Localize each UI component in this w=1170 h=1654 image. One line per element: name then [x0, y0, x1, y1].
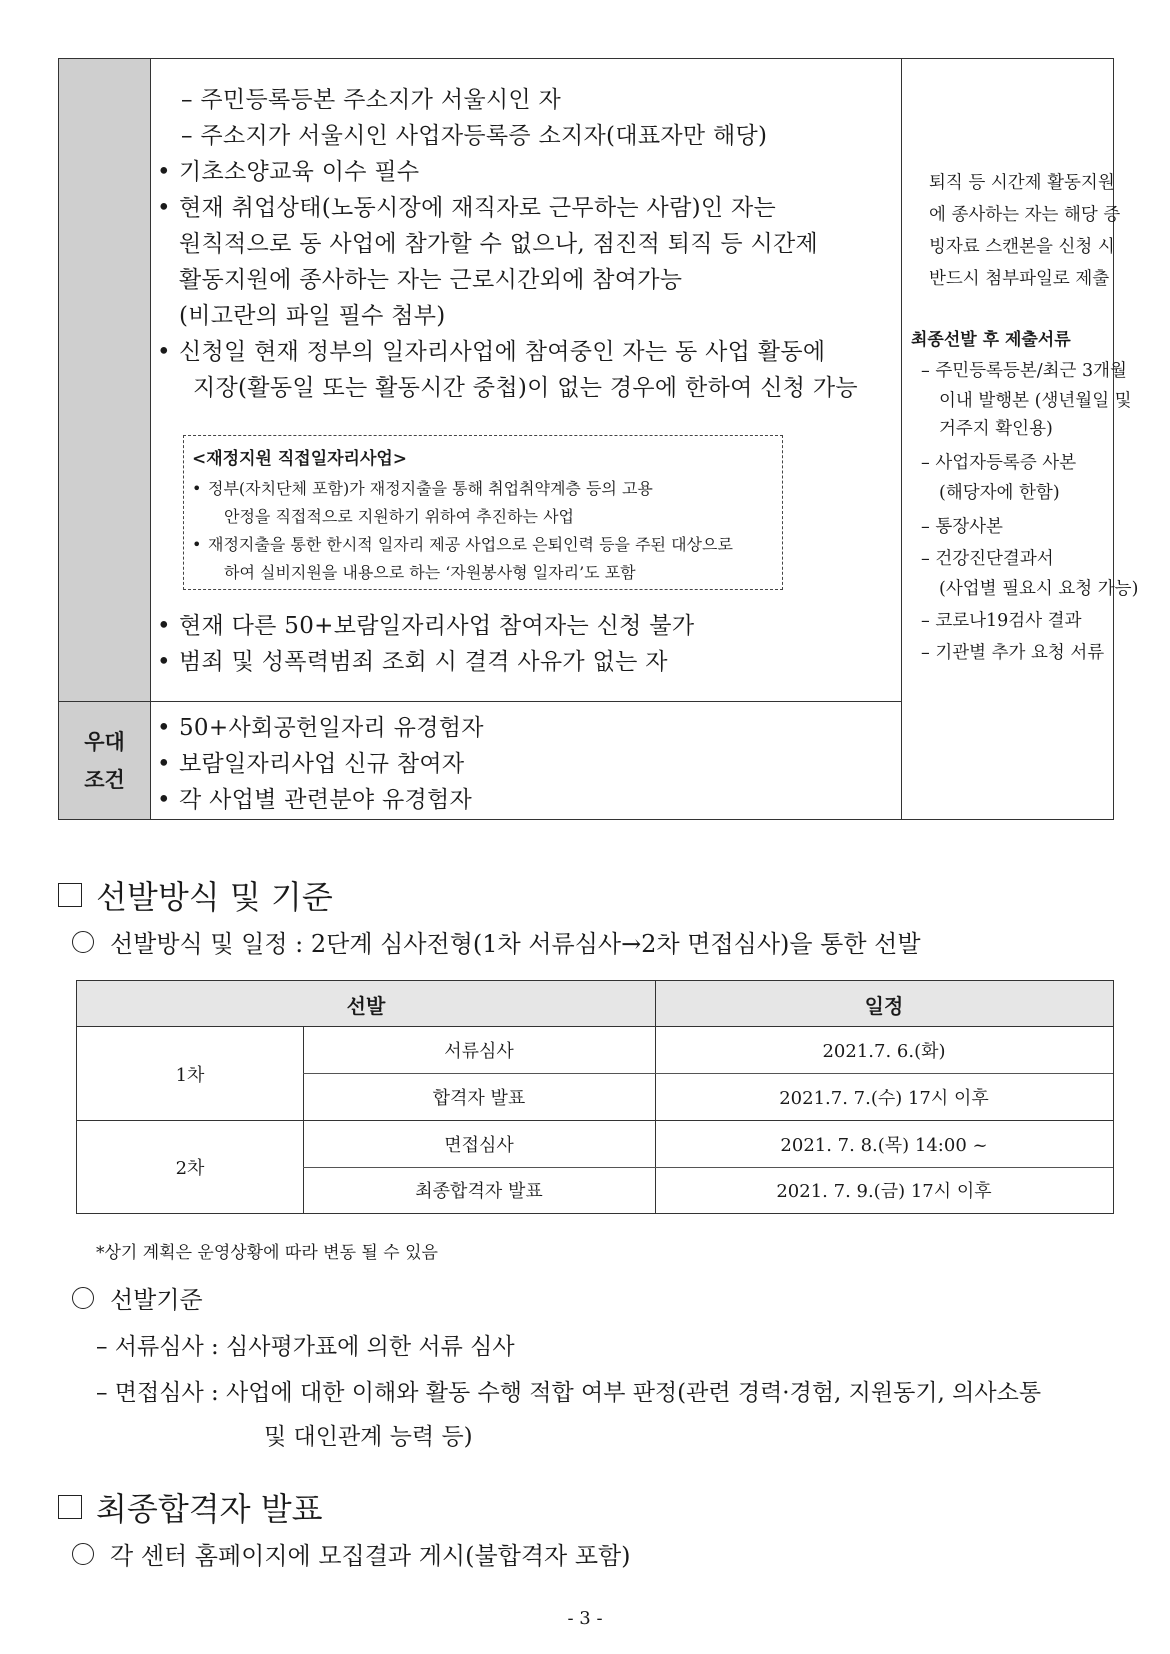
- step-cell: 합격자 발표: [432, 1087, 526, 1109]
- doc-line: – 건강진단결과서: [921, 549, 1054, 569]
- preference-item: • 각 사업별 관련분야 유경험자: [157, 787, 473, 813]
- date-cell: 2021.7. 7.(수) 17시 이후: [779, 1087, 989, 1109]
- date-cell: 2021. 7. 8.(목) 14:00 ~: [780, 1134, 988, 1156]
- square-icon: [58, 1495, 82, 1519]
- eligibility-table: [58, 58, 1139, 820]
- box-title: <재정지원 직접일자리사업>: [192, 449, 408, 469]
- direct-job-program-box: [183, 435, 783, 590]
- bullet-government-line: 지장(활동일 또는 활동시간 중첩)이 없는 경우에 한하여 신청 가능: [193, 375, 858, 401]
- criteria-title: 선발기준: [72, 1280, 203, 1315]
- bullet-government: • 신청일 현재 정부의 일자리사업에 참여중인 자는 동 사업 활동에: [157, 339, 826, 365]
- criteria-document: – 서류심사 : 심사평가표에 의한 서류 심사: [96, 1334, 515, 1360]
- schedule-note: *상기 계획은 운영상황에 따라 변동 될 수 있음: [96, 1243, 438, 1263]
- bullet-employment: • 현재 취업상태(노동시장에 재직자로 근무하는 사람)인 자는: [157, 195, 777, 221]
- remark-line: 반드시 첨부파일로 제출: [929, 269, 1110, 289]
- header-schedule: 일정: [864, 993, 904, 1018]
- preference-label-2: 조건: [84, 767, 125, 792]
- stage-1: 1차: [175, 1064, 205, 1086]
- step-cell: 면접심사: [444, 1134, 514, 1156]
- box-item: • 정부(자치단체 포함)가 재정지출을 통해 취업취약계층 등의 고용: [192, 479, 653, 498]
- doc-line: – 통장사본: [921, 517, 1003, 537]
- announcement-item: 각 센터 홈페이지에 모집결과 게시(불합격자 포함): [72, 1536, 631, 1571]
- remark-line: 에 종사하는 자는 해당 증: [929, 205, 1121, 225]
- criteria-interview-cont: 및 대인관계 능력 등): [264, 1424, 473, 1450]
- remark-line: 빙자료 스캔본을 신청 시: [929, 237, 1115, 257]
- bullet-employment-line: (비고란의 파일 필수 첨부): [179, 303, 446, 329]
- box-item-line: 안정을 직접적으로 지원하기 위하여 추진하는 사업: [224, 507, 575, 526]
- box-item-line: 하여 실비지원을 내용으로 하는 ‘자원봉사형 일자리’도 포함: [224, 563, 636, 582]
- date-cell: 2021.7. 6.(화): [822, 1041, 946, 1062]
- doc-line: – 기관별 추가 요청 서류: [921, 643, 1105, 663]
- preference-label-cell: [59, 701, 151, 819]
- selection-method: 선발방식 및 일정 : 2단계 심사전형(1차 서류심사→2차 면접심사)을 통한 선발: [72, 924, 921, 959]
- doc-line: 이내 발행본 (생년월일 및: [939, 391, 1132, 411]
- step-cell: 최종합격자 발표: [415, 1181, 543, 1202]
- circle-icon: [72, 1287, 94, 1309]
- box-item: • 재정지출을 통한 한시적 일자리 제공 사업으로 은퇴인력 등을 주된 대상으로: [192, 535, 733, 554]
- bullet-employment-line: 활동지원에 종사하는 자는 근로시간외에 참여가능: [179, 267, 683, 293]
- section-heading-selection: 선발방식 및 기준: [58, 872, 333, 918]
- page-number: - 3 -: [567, 1608, 603, 1629]
- section-heading-announcement: 최종합격자 발표: [58, 1484, 323, 1530]
- circle-icon: [72, 931, 94, 953]
- doc-line: 거주지 확인용): [939, 419, 1053, 439]
- doc-line: – 사업자등록증 사본: [921, 453, 1077, 473]
- remark-line: 퇴직 등 시간제 활동지원: [929, 173, 1115, 193]
- preference-label-1: 우대: [84, 729, 125, 754]
- residence-line: – 주민등록등본 주소지가 서울시인 자: [181, 87, 562, 113]
- schedule-table: [76, 980, 1114, 1214]
- step-cell: 서류심사: [444, 1041, 514, 1062]
- residence-line: – 주소지가 서울시인 사업자등록증 소지자(대표자만 해당): [181, 123, 768, 149]
- doc-line: – 코로나19검사 결과: [921, 611, 1082, 631]
- bullet-crime-check: • 범죄 및 성폭력범죄 조회 시 결격 사유가 없는 자: [157, 649, 668, 675]
- docs-title: 최종선발 후 제출서류: [911, 330, 1071, 350]
- eligibility-label-cell: [59, 59, 151, 701]
- criteria-interview: – 면접심사 : 사업에 대한 이해와 활동 수행 적합 여부 판정(관련 경력·경험, 지원동기, 의사소통: [96, 1380, 1042, 1406]
- square-icon: [58, 883, 82, 907]
- stage-2: 2차: [175, 1157, 205, 1179]
- bullet-education: • 기초소양교육 이수 필수: [157, 159, 420, 185]
- circle-icon: [72, 1543, 94, 1565]
- doc-line: (해당자에 한함): [939, 483, 1060, 503]
- bullet-employment-line: 원칙적으로 동 사업에 참가할 수 없으나, 점진적 퇴직 등 시간제: [179, 231, 819, 257]
- bullet-other-program: • 현재 다른 50+보람일자리사업 참여자는 신청 불가: [157, 613, 695, 639]
- preference-item: • 보람일자리사업 신규 참여자: [157, 751, 465, 777]
- doc-line: (사업별 필요시 요청 가능): [939, 579, 1139, 599]
- doc-line: – 주민등록등본/최근 3개월: [921, 361, 1127, 381]
- preference-item: • 50+사회공헌일자리 유경험자: [157, 715, 484, 741]
- header-selection: 선발: [346, 993, 386, 1018]
- date-cell: 2021. 7. 9.(금) 17시 이후: [776, 1181, 992, 1202]
